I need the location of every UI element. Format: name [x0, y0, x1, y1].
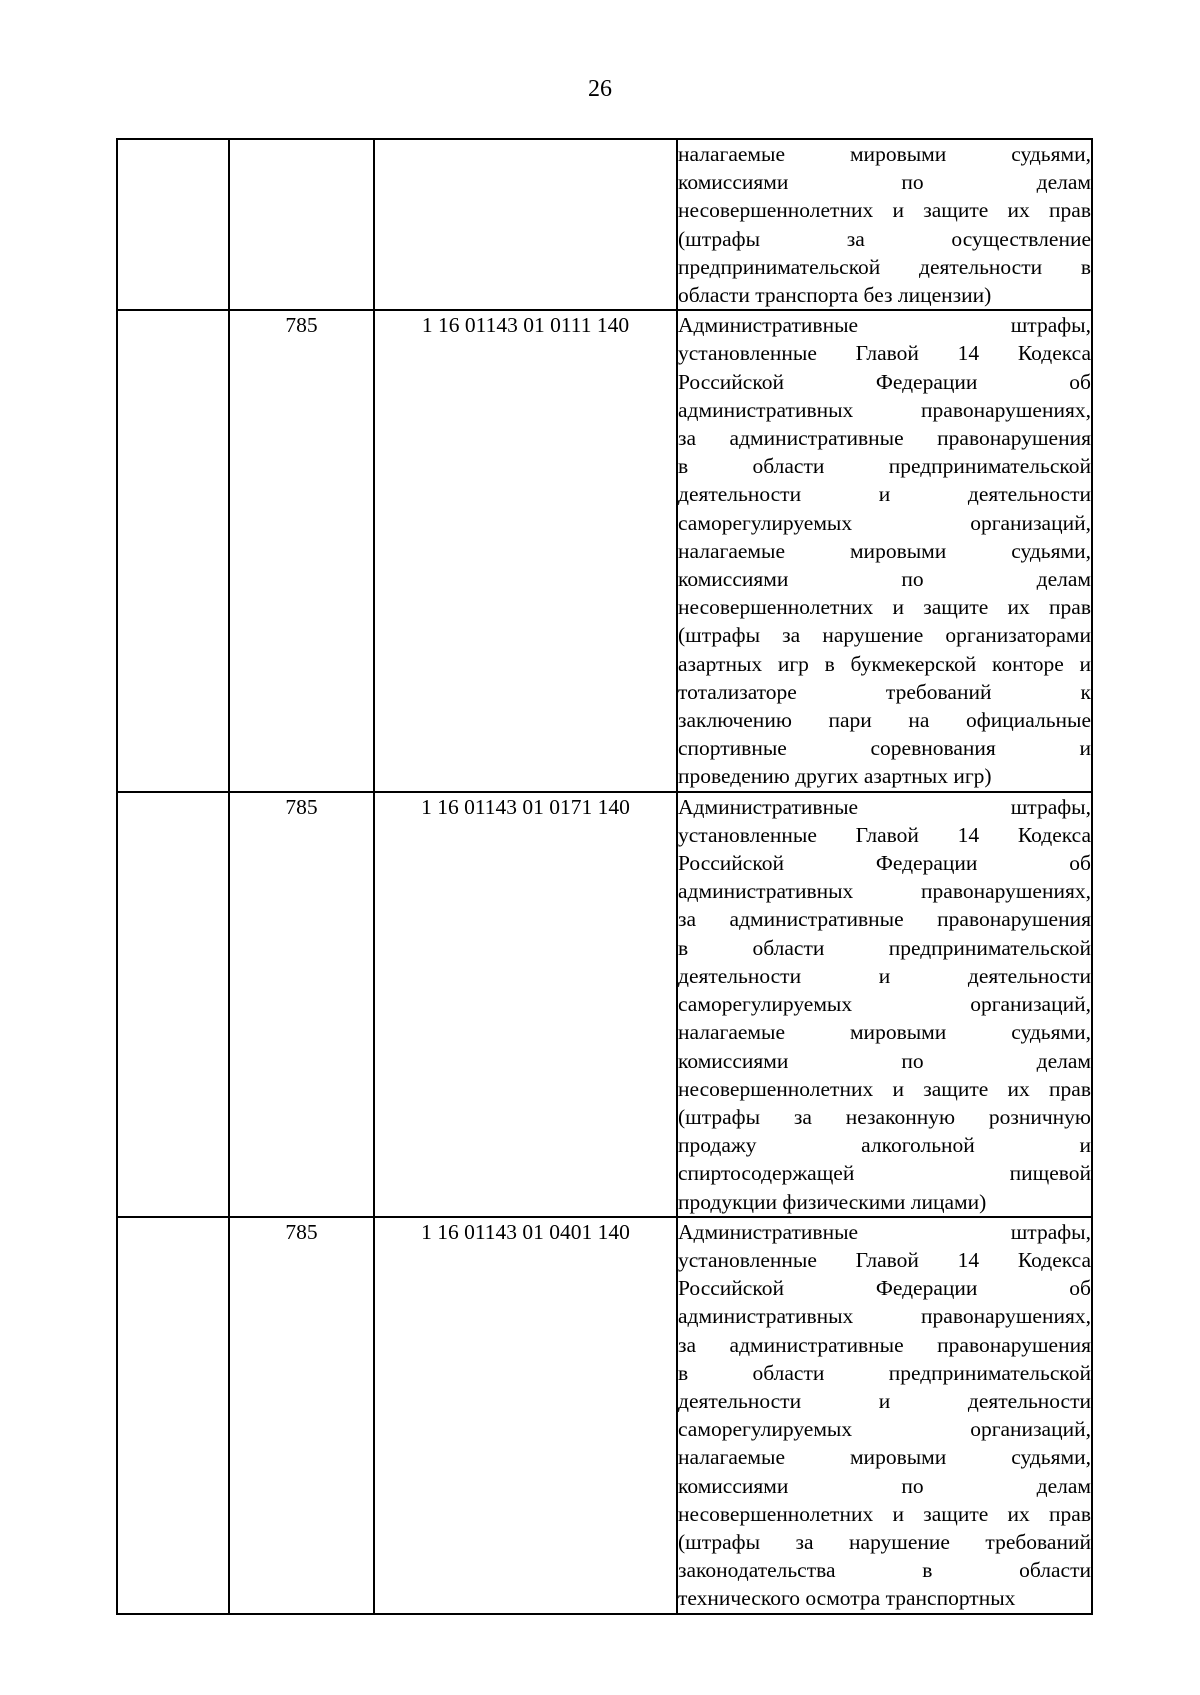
description-line: за административные правонарушения — [678, 426, 1091, 451]
description-line: саморегулируемых организаций, — [678, 510, 1091, 535]
description-line: законодательства в области — [678, 1558, 1091, 1583]
description-line: в области предпринимательской — [678, 935, 1091, 960]
description-line: саморегулируемых организаций, — [678, 1417, 1091, 1442]
description-line: (штрафы за нарушение организаторами — [678, 623, 1091, 648]
empty-cell — [117, 139, 229, 310]
description-line: в области предпринимательской — [678, 1360, 1091, 1385]
description-line: (штрафы за осуществление — [678, 226, 1091, 251]
description-line: административных правонарушениях, — [678, 397, 1091, 422]
description-line: (штрафы за нарушение требований — [678, 1529, 1091, 1554]
description-line: азартных игр в букмекерской конторе и — [678, 651, 1091, 676]
table-row — [117, 792, 1092, 1217]
description-line: в области предпринимательской — [678, 454, 1091, 479]
description-line: продажу алкогольной и — [678, 1133, 1091, 1158]
description-line: Административные штрафы, — [678, 1219, 1091, 1244]
description-line: комиссиями по делам — [678, 170, 1091, 195]
description-line: несовершеннолетних и защите их прав — [678, 1501, 1091, 1526]
description-line: за административные правонарушения — [678, 1332, 1091, 1357]
description-line: заключению пари на официальные — [678, 708, 1091, 733]
description-line: саморегулируемых организаций, — [678, 992, 1091, 1017]
description-cell — [677, 792, 1092, 1217]
description-line: деятельности и деятельности — [678, 482, 1091, 507]
description-line: комиссиями по делам — [678, 1473, 1091, 1498]
description-line: тотализаторе требований к — [678, 679, 1091, 704]
kbk-code-cell: 1 16 01143 01 0401 140 — [374, 1217, 677, 1614]
description-line: (штрафы за незаконную розничную — [678, 1104, 1091, 1129]
kbk-code-cell: 1 16 01143 01 0171 140 — [374, 792, 677, 1217]
description-cell — [677, 310, 1092, 791]
description-line: деятельности и деятельности — [678, 963, 1091, 988]
description-line: деятельности и деятельности — [678, 1388, 1091, 1413]
description-line: административных правонарушениях, — [678, 1304, 1091, 1329]
description-line: административных правонарушениях, — [678, 879, 1091, 904]
table-row — [117, 1217, 1092, 1614]
description-line: Российской Федерации об — [678, 851, 1091, 876]
description-cell — [677, 1217, 1092, 1614]
description-line: Административные штрафы, — [678, 794, 1091, 819]
description-line: несовершеннолетних и защите их прав — [678, 1076, 1091, 1101]
description-line: проведению других азартных игр) — [678, 764, 992, 789]
description-line: Российской Федерации об — [678, 369, 1091, 394]
description-line: установленные Главой 14 Кодекса — [678, 822, 1091, 847]
empty-cell — [117, 310, 229, 791]
description-line: установленные Главой 14 Кодекса — [678, 1247, 1091, 1272]
description-line: Административные штрафы, — [678, 313, 1091, 338]
table-row — [117, 139, 1092, 310]
description-line: спортивные соревнования и — [678, 736, 1091, 761]
kbk-code-cell: 1 16 01143 01 0111 140 — [374, 310, 677, 791]
table-body — [117, 139, 1092, 1614]
description-line: продукции физическими лицами) — [678, 1189, 987, 1214]
admin-code-cell — [229, 139, 374, 310]
description-line: налагаемые мировыми судьями, — [678, 538, 1091, 563]
description-line: области транспорта без лицензии) — [678, 283, 992, 308]
description-line: комиссиями по делам — [678, 567, 1091, 592]
empty-cell — [117, 792, 229, 1217]
description-line: налагаемые мировыми судьями, — [678, 1445, 1091, 1470]
description-line: несовершеннолетних и защите их прав — [678, 198, 1091, 223]
description-line: комиссиями по делам — [678, 1048, 1091, 1073]
admin-code-cell: 785 — [229, 1217, 374, 1614]
description-line: спиртосодержащей пищевой — [678, 1161, 1091, 1186]
description-line: технического осмотра транспортных — [678, 1586, 1016, 1611]
admin-code-cell: 785 — [229, 310, 374, 791]
description-line: несовершеннолетних и защите их прав — [678, 595, 1091, 620]
kbk-code-cell — [374, 139, 677, 310]
description-line: установленные Главой 14 Кодекса — [678, 341, 1091, 366]
table-row — [117, 310, 1092, 791]
description-line: Российской Федерации об — [678, 1276, 1091, 1301]
empty-cell — [117, 1217, 229, 1614]
description-line: за административные правонарушения — [678, 907, 1091, 932]
page-number: 26 — [588, 76, 612, 102]
description-line: налагаемые мировыми судьями, — [678, 1020, 1091, 1045]
admin-code-cell: 785 — [229, 792, 374, 1217]
fines-table — [116, 138, 1093, 1615]
description-line: налагаемые мировыми судьями, — [678, 142, 1091, 166]
description-line: предпринимательской деятельности в — [678, 254, 1091, 279]
description-cell — [677, 139, 1092, 310]
